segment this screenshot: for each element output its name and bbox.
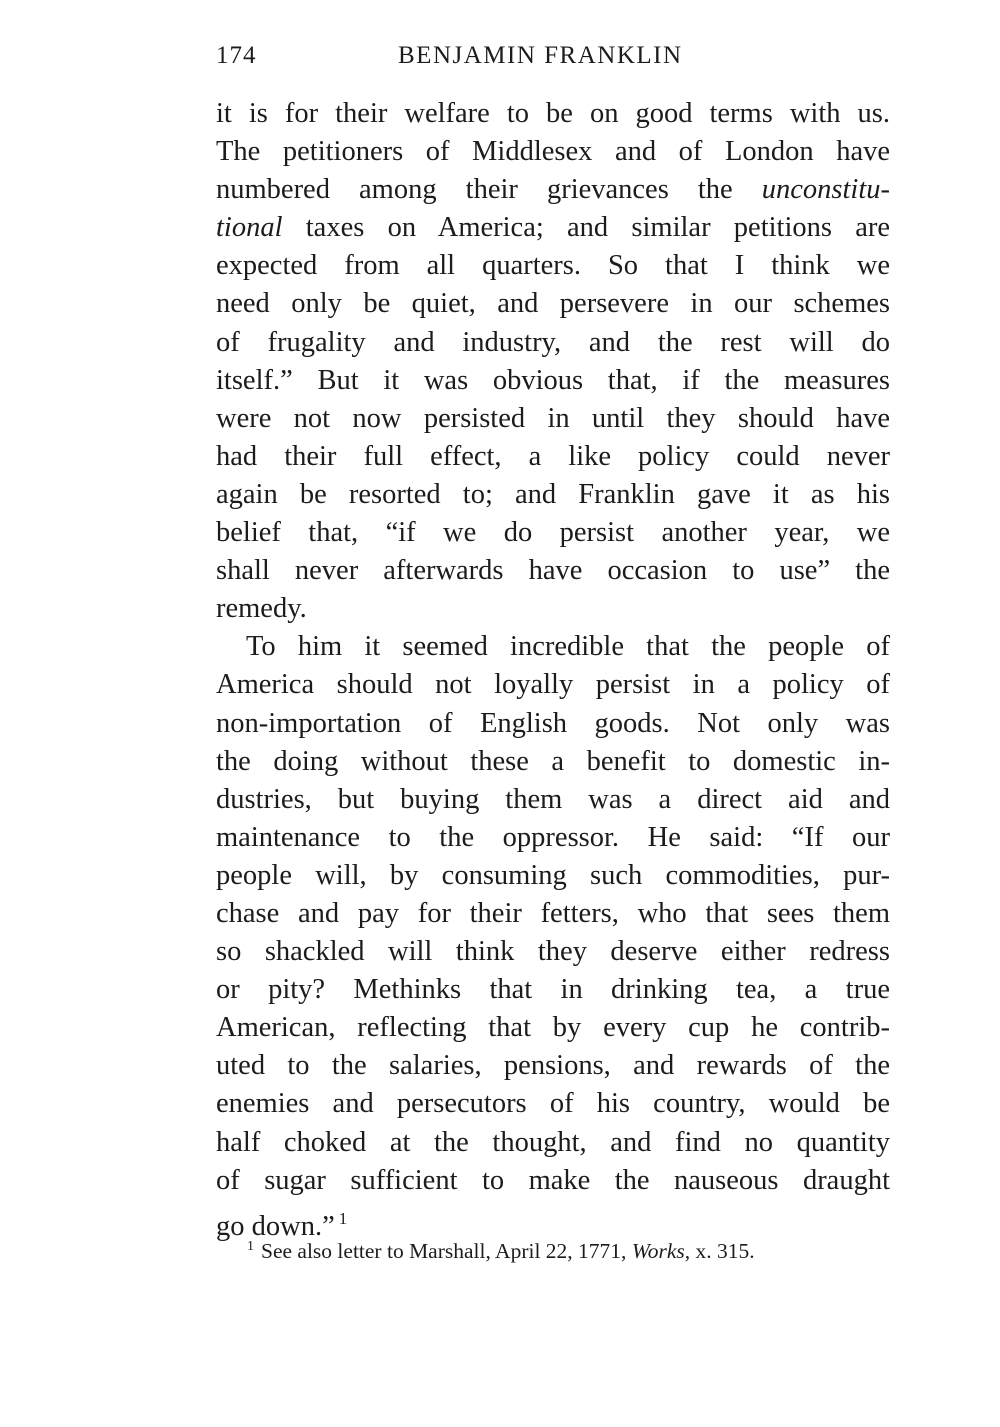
text-line: To him it seemed incredible that the people of [246,631,890,663]
text-line: non-importation of English goods. Not only was [216,707,890,739]
line-segment: go down.” [216,1210,335,1242]
text-line: or pity? Methinks that in drinking tea, a true [216,974,890,1006]
text-line: belief that, “if we do persist another year, we [216,517,890,549]
running-title: BENJAMIN FRANKLIN [398,42,683,69]
text-line [216,209,890,247]
text-line: uted to the salaries, pensions, and rewards of the [216,1050,890,1082]
page-number: 174 [216,42,257,69]
text-line: were not now persisted in until they should have [216,402,890,434]
text-line: the doing without these a benefit to domestic in- [216,745,890,777]
text-line: half choked at the thought, and find no quantity [216,1126,890,1158]
text-line: it is for their welfare to be on good terms with us. [216,98,890,129]
text-line: remedy. [216,593,307,625]
text-line: had their full effect, a like policy could never [216,440,890,472]
text-line: dustries, but buying them was a direct aid and [216,783,890,815]
footnote-reference[interactable]: 1 [338,1208,348,1228]
footnote-works-title: Works [631,1239,685,1263]
body-text [216,95,891,1242]
italic-word: tional [216,212,283,244]
text-line: American, reflecting that by every cup he contrib- [216,1012,890,1044]
text-line [216,171,890,209]
text-line: of frugality and industry, and the rest will do [216,326,890,358]
text-line: so shackled will think they deserve either redress [216,936,890,968]
line-segment: taxes on America; and similar petitions are [305,212,890,244]
text-line: expected from all quarters. So that I think we [216,250,890,282]
running-head [216,42,890,78]
line-segment: numbered among their grievances the [216,174,733,206]
text-line: enemies and persecutors of his country, would be [216,1088,890,1120]
text-line: maintenance to the oppressor. He said: “If our [216,821,890,853]
text-line: of sugar sufficient to make the nauseous draught [216,1164,890,1196]
text-line: need only be quiet, and persevere in our schemes [216,288,890,320]
footnote-mark: 1 [247,1239,254,1254]
italic-word: unconstitu- [761,174,891,206]
text-line: chase and pay for their fetters, who that sees them [216,897,890,929]
text-line: America should not loyally persist in a policy of [216,669,890,701]
text-line: The petitioners of Middlesex and of London have [216,136,890,168]
footnote-text: See also letter to Marshall, April 22, 1771, [261,1239,627,1263]
text-line: itself.” But it was obvious that, if the measures [216,364,890,396]
footnote-citation: , x. 315. [684,1239,755,1263]
text-line: people will, by consuming such commodities, pur- [216,859,890,891]
text-line: shall never afterwards have occasion to use” the [216,555,890,587]
footnote [247,1232,887,1266]
text-line: again be resorted to; and Franklin gave it as his [216,478,890,510]
